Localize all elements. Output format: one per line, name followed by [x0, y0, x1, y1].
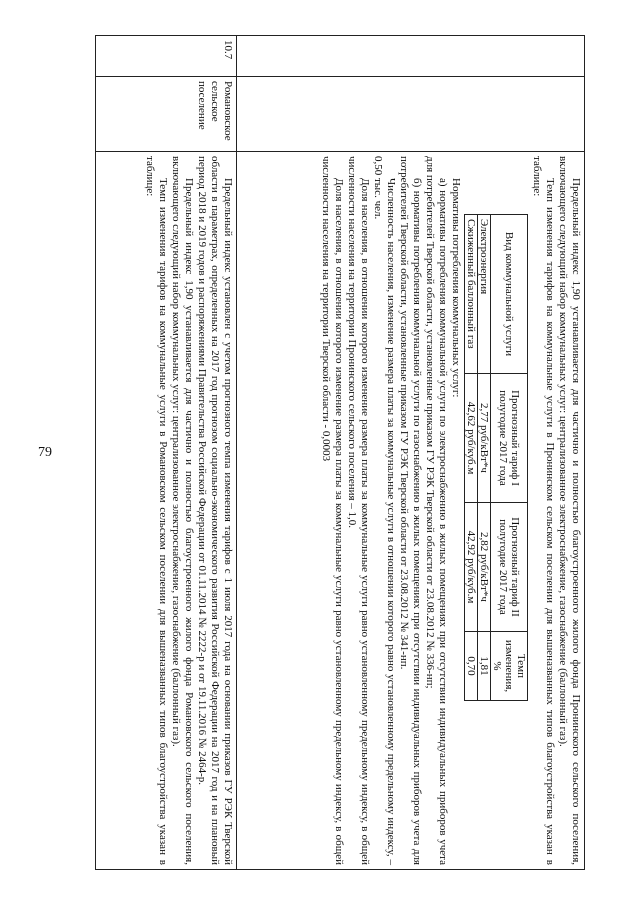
tariff-row — [465, 215, 478, 701]
paragraph: Предельный индекс 1,90 устанавливается для частично и полностью благоустроенного жилого фонда Пронинского сельского поселения, включающего следующий набор коммунальных услуг: централизованное электроснабжение, газоснабжение (баллонный газ). — [557, 156, 582, 865]
paragraph: Нормативы потребления коммунальных услуг: — [450, 178, 462, 398]
tariff-cell: 2,82 руб/кВт*ч — [478, 503, 491, 632]
paragraph: Предельный индекс 1,90 устанавливается для частично и полностью благоустроенного жилого фонда Романовского сельского поселения, включающего следующий набор коммунальных услуг: централизованное электроснабжение, газоснабжение (баллонный газ). — [170, 156, 195, 865]
table-row — [237, 36, 585, 870]
tariff-cell: 42,62 руб/куб.м — [465, 374, 478, 503]
row-content — [96, 152, 237, 870]
paragraph: а) нормативы потребления коммунальной услуги по электроснабжению в жилых помещениях при отсутствии индивидуальных приборов учета для потребителей Тверской области, установленные приказом ГУ РЭК Тверской области от 23.08.2012 № 336-нп; — [424, 156, 449, 865]
tariff-table — [464, 214, 528, 701]
paragraph: б) нормативы потребления коммунальной услуги по газоснабжению в жилых помещениях при отсутствии индивидуальных приборов учета для потребителей Тверской области, установленные приказом ГУ РЭК Тверской области от 23.08.2012 № 341-нп. — [398, 156, 423, 865]
table-row — [96, 36, 237, 870]
paragraph: Доля населения, в отношении которого изменение размера платы за коммунальные услуги равно установленному предельному индексу, в общей численности населения на территории Пронинского сельского поселения – 1,0. — [346, 156, 371, 865]
tariff-header: Вид коммунальной услуги — [491, 215, 528, 374]
paragraph: Темп изменения тарифов на коммунальные услуги в Романовском сельском поселении для вышеназванных типов благоустройства указан в таблице: — [144, 156, 169, 865]
tariff-cell: Сжиженный баллонный газ — [465, 215, 478, 374]
tariff-cell: 2,77 руб/кВт*ч — [478, 374, 491, 503]
page-number: 79 — [38, 445, 52, 460]
tariff-header: Прогнозный тариф I полугодие 2017 года — [491, 374, 528, 503]
paragraph: Доля населения, в отношении которого изменение размера платы за коммунальные услуги равно установленному предельному индексу, в общей численности населения на территории Тверской области - 0,0003 — [320, 156, 345, 865]
row-index: 10.7 — [96, 36, 237, 77]
tariff-row — [478, 215, 491, 701]
row-index — [237, 36, 585, 77]
rotated-content — [95, 35, 585, 870]
paragraph: Темп изменения тарифов на коммунальные услуги в Пронинском сельском поселении для вышеназванных типов благоустройства указан в таблице: — [531, 156, 556, 865]
settlement-name: Романовское сельское поселение — [96, 77, 237, 152]
tariff-cell: 42,92 руб/куб.м — [465, 503, 478, 632]
paragraph: Предельный индекс установлен с учетом прогнозного темпа изменения тарифов с 1 июля 2017 года на основании приказов ГУ РЭК Тверской области в параметрах, определенных на 2017 год прогнозом социально-экономического развития Российской Федерации на 2017 год и на плановый период 2018 и 2019 годов и распоряжениями Правительства Российской Федерации от 01.11.2014 № 2222-р и от 19.11.2016 № 2464-р. — [196, 156, 234, 865]
tariff-header: Темп изменения, % — [491, 632, 528, 701]
tariff-cell: 0,70 — [465, 632, 478, 701]
settlements-table — [95, 35, 585, 870]
settlement-name — [237, 77, 585, 152]
row-content — [237, 152, 585, 870]
tariff-header-row — [491, 215, 528, 701]
tariff-cell: 1,81 — [478, 632, 491, 701]
tariff-cell: Электроэнергия — [478, 215, 491, 374]
tariff-header: Прогнозный тариф II полугодие 2017 года — [491, 503, 528, 632]
paragraph: Численность населения, изменение размера платы за коммунальные услуги в отношении которого равно установленному предельному индексу, – 0,50 тыс. чел. — [372, 156, 397, 865]
